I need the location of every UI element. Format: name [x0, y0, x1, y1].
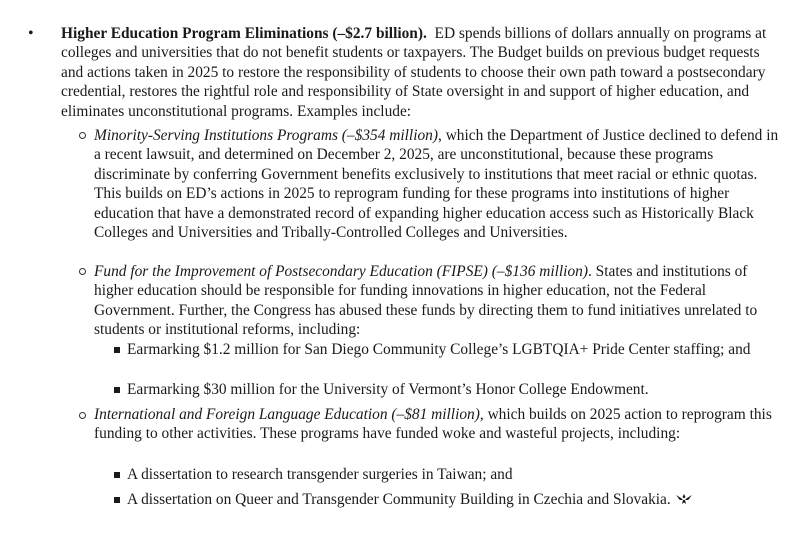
item-title: Minority-Serving Institutions Programs (–$354 million) — [94, 127, 438, 144]
list-item-msi — [94, 126, 779, 242]
circle-bullet-icon — [79, 412, 86, 419]
list-item-fipse — [94, 262, 779, 340]
square-bullet-icon — [114, 347, 120, 353]
sub-list-item: A dissertation to research transgender surgeries in Taiwan; and — [127, 466, 513, 483]
sub-list-item: Earmarking $1.2 million for San Diego Community College’s LGBTQIA+ Pride Center staffing; and — [127, 341, 751, 358]
section-bullet: • — [28, 25, 34, 42]
sub-list-item — [127, 490, 779, 509]
circle-bullet-icon — [79, 132, 86, 139]
item-title: Fund for the Improvement of Postsecondary Education (FIPSE) (–$136 million) — [94, 263, 588, 280]
item-text: , which builds on 2025 action to reprogram this funding to other activities. These programs have funded woke and wasteful projects, including: — [94, 406, 772, 443]
eagle-ornament-icon — [675, 492, 693, 506]
section-paragraph — [61, 24, 779, 121]
item-text: . States and institutions of higher education should be responsible for funding innovations in higher education, not the Federal Government. Further, the Congress has abused these funds by directing them to fund initiatives unrelated to students or institutional reforms, including: — [94, 263, 758, 339]
list-item-ifle — [94, 405, 779, 444]
section-heading: Higher Education Program Eliminations (–$2.7 billion). — [61, 25, 427, 42]
sub-list-item-text: A dissertation on Queer and Transgender Community Building in Czechia and Slovakia. — [127, 491, 671, 508]
item-title: International and Foreign Language Education (–$81 million) — [94, 406, 480, 423]
item-text: , which the Department of Justice declined to defend in a recent lawsuit, and determined on December 2, 2025, are unconstitutional, because these programs discriminate by conferring Government benefits exclusively to institutions that meet racial or ethnic quotas. This builds on ED’s actions in 2025 to reprogram funding for these programs into institutions of higher education that have a demonstrated record of expanding higher education access such as Historically Black Colleges and Universities and Tribally-Controlled Colleges and Universities. — [94, 127, 779, 242]
square-bullet-icon — [114, 472, 120, 478]
circle-bullet-icon — [79, 268, 86, 275]
square-bullet-icon — [114, 387, 120, 393]
square-bullet-icon — [114, 497, 120, 503]
sub-list-item: Earmarking $30 million for the University of Vermont’s Honor College Endowment. — [127, 381, 649, 398]
section-intro: ED spends billions of dollars annually on programs at colleges and universities that do not benefit students or taxpayers. The Budget builds on previous budget requests and actions taken in 2025 to restore the responsibility of students to choose their own path toward a postsecondary credential, restores the rightful role and responsibility of State oversight in and support of higher education, and eliminates unconstitutional programs. Examples include: — [61, 25, 767, 120]
